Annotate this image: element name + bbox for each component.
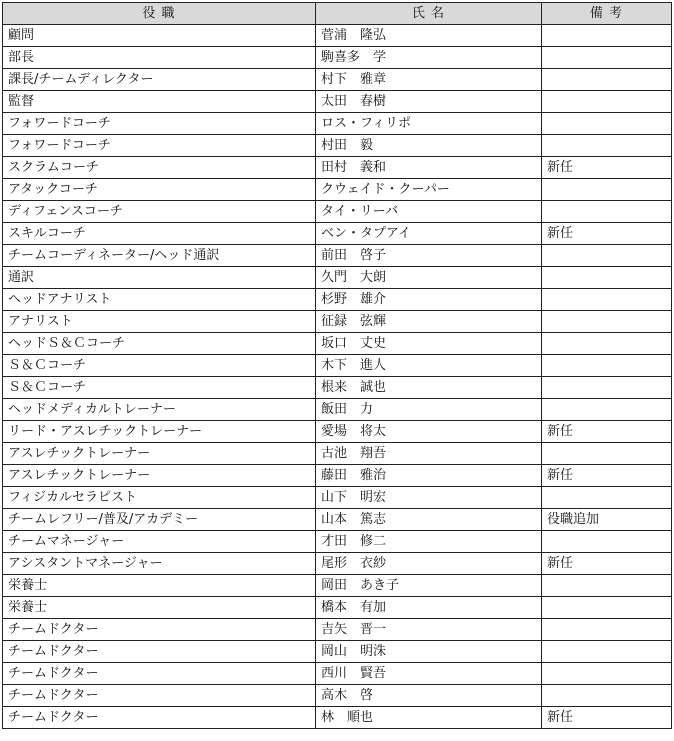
name-cell: 飯田 力	[316, 399, 542, 421]
name-cell: 山本 篤志	[316, 509, 542, 531]
table-row	[3, 641, 672, 663]
note-cell	[542, 179, 672, 201]
name-cell: 橋本 有加	[316, 597, 542, 619]
role-cell: スクラムコーチ	[3, 157, 316, 179]
role-cell: チームレフリー/普及/アカデミー	[3, 509, 316, 531]
note-cell	[542, 355, 672, 377]
role-cell: フィジカルセラピスト	[3, 487, 316, 509]
name-cell: 前田 啓子	[316, 245, 542, 267]
note-cell	[542, 399, 672, 421]
note-cell	[542, 487, 672, 509]
role-cell: 栄養士	[3, 575, 316, 597]
role-cell: 監督	[3, 91, 316, 113]
role-cell: 課長/チームディレクター	[3, 69, 316, 91]
table-row	[3, 685, 672, 707]
name-cell: 古池 翔吾	[316, 443, 542, 465]
name-cell: 高木 啓	[316, 685, 542, 707]
note-cell	[542, 575, 672, 597]
table-row	[3, 223, 672, 245]
table-row	[3, 619, 672, 641]
name-cell: 岡山 明洙	[316, 641, 542, 663]
name-cell: 木下 進人	[316, 355, 542, 377]
name-cell: 山下 明宏	[316, 487, 542, 509]
table-row	[3, 245, 672, 267]
note-cell	[542, 641, 672, 663]
name-cell: 坂口 丈史	[316, 333, 542, 355]
note-cell	[542, 25, 672, 47]
name-cell: 村田 毅	[316, 135, 542, 157]
role-cell: フォワードコーチ	[3, 113, 316, 135]
name-cell: タイ・リーバ	[316, 201, 542, 223]
table-row	[3, 25, 672, 47]
role-cell: ヘッドアナリスト	[3, 289, 316, 311]
role-cell: Ｓ＆Ｃコーチ	[3, 377, 316, 399]
role-cell: チームドクター	[3, 663, 316, 685]
staff-table	[2, 2, 672, 729]
role-cell: チームドクター	[3, 707, 316, 729]
table-row	[3, 421, 672, 443]
note-cell	[542, 685, 672, 707]
note-cell	[542, 311, 672, 333]
role-cell: 部長	[3, 47, 316, 69]
note-cell	[542, 135, 672, 157]
note-cell	[542, 377, 672, 399]
name-cell: 駒喜多 学	[316, 47, 542, 69]
note-cell	[542, 47, 672, 69]
table-row	[3, 663, 672, 685]
table-row	[3, 311, 672, 333]
note-cell	[542, 333, 672, 355]
role-cell: 顧問	[3, 25, 316, 47]
note-cell: 新任	[542, 465, 672, 487]
note-cell: 新任	[542, 707, 672, 729]
role-cell: アスレチックトレーナー	[3, 465, 316, 487]
note-cell	[542, 113, 672, 135]
name-cell: 尾形 衣紗	[316, 553, 542, 575]
table-row	[3, 707, 672, 729]
table-row	[3, 355, 672, 377]
role-cell: チームマネージャー	[3, 531, 316, 553]
name-cell: 杉野 雄介	[316, 289, 542, 311]
name-cell: 太田 春樹	[316, 91, 542, 113]
role-cell: リード・アスレチックトレーナー	[3, 421, 316, 443]
table-row	[3, 487, 672, 509]
role-cell: フォワードコーチ	[3, 135, 316, 157]
name-cell: 西川 賢吾	[316, 663, 542, 685]
table-row	[3, 289, 672, 311]
role-cell: スキルコーチ	[3, 223, 316, 245]
name-cell: 久門 大朗	[316, 267, 542, 289]
role-cell: アナリスト	[3, 311, 316, 333]
note-cell: 新任	[542, 421, 672, 443]
name-cell: 征録 弦輝	[316, 311, 542, 333]
table-row	[3, 443, 672, 465]
note-cell	[542, 201, 672, 223]
note-cell: 新任	[542, 553, 672, 575]
name-cell: ロス・フィリポ	[316, 113, 542, 135]
table-row	[3, 377, 672, 399]
role-cell: アスレチックトレーナー	[3, 443, 316, 465]
note-cell	[542, 289, 672, 311]
role-cell: アシスタントマネージャー	[3, 553, 316, 575]
role-cell: 通訳	[3, 267, 316, 289]
note-cell	[542, 443, 672, 465]
header-row	[3, 3, 672, 25]
role-cell: チームドクター	[3, 641, 316, 663]
note-cell	[542, 531, 672, 553]
role-cell: チームコーディネーター/ヘッド通訳	[3, 245, 316, 267]
note-cell	[542, 619, 672, 641]
role-cell: ヘッドメディカルトレーナー	[3, 399, 316, 421]
role-cell: Ｓ＆Ｃコーチ	[3, 355, 316, 377]
table-row	[3, 553, 672, 575]
name-cell: 岡田 あき子	[316, 575, 542, 597]
name-cell: 根来 誠也	[316, 377, 542, 399]
table-row	[3, 135, 672, 157]
note-cell: 役職追加	[542, 509, 672, 531]
name-cell: ベン・タプアイ	[316, 223, 542, 245]
note-cell	[542, 245, 672, 267]
note-cell	[542, 597, 672, 619]
note-cell	[542, 91, 672, 113]
table-row	[3, 113, 672, 135]
table-row	[3, 531, 672, 553]
table-row	[3, 157, 672, 179]
table-row	[3, 333, 672, 355]
note-cell: 新任	[542, 157, 672, 179]
note-cell	[542, 267, 672, 289]
note-cell	[542, 69, 672, 91]
role-cell: チームドクター	[3, 619, 316, 641]
table-row	[3, 47, 672, 69]
name-cell: クウェイド・クーパー	[316, 179, 542, 201]
table-row	[3, 91, 672, 113]
role-cell: 栄養士	[3, 597, 316, 619]
table-row	[3, 509, 672, 531]
note-cell	[542, 663, 672, 685]
table-row	[3, 179, 672, 201]
table-row	[3, 399, 672, 421]
table-row	[3, 201, 672, 223]
name-cell: 吉矢 晋一	[316, 619, 542, 641]
name-cell: 才田 修二	[316, 531, 542, 553]
header-role: 役 職	[3, 3, 316, 25]
table-row	[3, 575, 672, 597]
header-name: 氏 名	[316, 3, 542, 25]
header-note: 備 考	[542, 3, 672, 25]
name-cell: 村下 雅章	[316, 69, 542, 91]
name-cell: 林 順也	[316, 707, 542, 729]
table-row	[3, 465, 672, 487]
name-cell: 愛場 将太	[316, 421, 542, 443]
role-cell: ディフェンスコーチ	[3, 201, 316, 223]
role-cell: チームドクター	[3, 685, 316, 707]
table-row	[3, 267, 672, 289]
table-row	[3, 597, 672, 619]
name-cell: 藤田 雅治	[316, 465, 542, 487]
role-cell: ヘッドＳ＆Ｃコーチ	[3, 333, 316, 355]
note-cell: 新任	[542, 223, 672, 245]
name-cell: 菅浦 隆弘	[316, 25, 542, 47]
name-cell: 田村 義和	[316, 157, 542, 179]
table-row	[3, 69, 672, 91]
role-cell: アタックコーチ	[3, 179, 316, 201]
